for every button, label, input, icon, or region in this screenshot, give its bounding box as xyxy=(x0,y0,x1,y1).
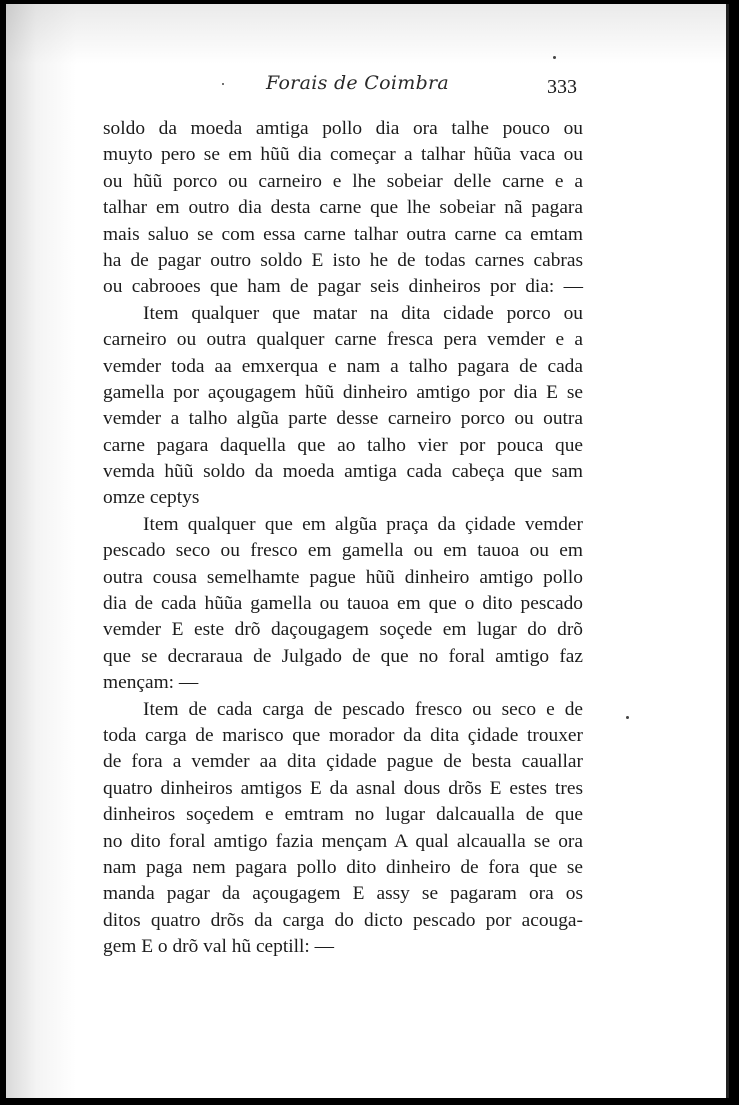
text-line: dinheiros soçedem e emtram no lugar dalcaualla de que xyxy=(103,804,583,826)
text-line: que se decraraua de Julgado de que no foral amtigo faz xyxy=(103,645,583,667)
paragraph-4 xyxy=(103,697,583,961)
text-line: Item qualquer que em algũa praça da çidade vemder xyxy=(143,513,583,535)
text-line: muyto pero se em hũũ dia começar a talhar hũũa vaca ou xyxy=(103,144,583,166)
print-speck xyxy=(222,83,224,85)
text-line: de fora a vemder aa dita çidade pague de besta cauallar xyxy=(103,751,583,773)
text-line: talhar em outro dia desta carne que lhe sobeiar nã pagara xyxy=(103,197,583,219)
text-line: vemder a talho algũa parte desse carneiro porco ou outra xyxy=(103,408,583,430)
text-line: mais saluo se com essa carne talhar outra carne ca emtam xyxy=(103,223,583,245)
text-line: nam paga nem pagara pollo dito dinheiro de fora que se xyxy=(103,856,583,878)
text-line: vemder toda aa emxerqua e nam a talho pagara de cada xyxy=(103,355,583,377)
book-page xyxy=(6,4,729,1098)
paragraph-3 xyxy=(103,512,583,697)
text-line: ha de pagar outro soldo E isto he de todas carnes cabras xyxy=(103,249,583,271)
text-line: soldo da moeda amtiga pollo dia ora talhe pouco ou xyxy=(103,118,583,139)
text-line: quatro dinheiros amtigos E da asnal dous drõs E estes tres xyxy=(103,777,583,799)
print-speck xyxy=(553,56,556,59)
running-title: Forais de Coimbra xyxy=(266,72,450,94)
page-header xyxy=(6,72,729,102)
text-line: pescado seco ou fresco em gamella ou em tauoa ou em xyxy=(103,540,583,562)
text-line: toda carga de marisco que morador da dita çidade trouxer xyxy=(103,724,583,746)
text-line: outra cousa semelhamte pague hũũ dinheiro amtigo pollo xyxy=(103,566,583,588)
text-line: Item de cada carga de pescado fresco ou seco e de xyxy=(143,698,583,720)
text-line: omze ceptys xyxy=(103,487,200,509)
text-line: Item qualquer que matar na dita cidade porco ou xyxy=(143,302,583,324)
page-number: 333 xyxy=(547,76,577,98)
print-speck xyxy=(626,716,629,719)
text-line: vemder E este drõ daçougagem soçede em lugar do drõ xyxy=(103,619,583,641)
page-edge xyxy=(726,4,729,1098)
text-line: manda pagar da açougagem E assy se pagaram ora os xyxy=(103,883,583,905)
body-text xyxy=(103,116,583,961)
text-line: mençam: — xyxy=(103,672,199,694)
text-line: vemda hũũ soldo da moeda amtiga cada cabeça que sam xyxy=(103,461,583,483)
text-line: carneiro ou outra qualquer carne fresca pera vemder e a xyxy=(103,329,583,351)
text-line: gamella por açougagem hũũ dinheiro amtigo por dia E se xyxy=(103,381,583,403)
paragraph-1 xyxy=(103,116,583,301)
text-line: ou cabrooes que ham de pagar seis dinheiros por dia: — xyxy=(103,276,583,298)
text-line: ou hũũ porco ou carneiro e lhe sobeiar delle carne e a xyxy=(103,170,583,192)
paragraph-2 xyxy=(103,301,583,512)
text-line: ditos quatro drõs da carga do dicto pescado por acouga- xyxy=(103,909,583,931)
text-line: no dito foral amtigo fazia mençam A qual alcaualla se ora xyxy=(103,830,583,852)
text-line: gem E o drõ val hũ ceptill: — xyxy=(103,936,335,958)
text-line: dia de cada hũũa gamella ou tauoa em que o dito pescado xyxy=(103,593,583,615)
text-line: carne pagara daquella que ao talho vier por pouca que xyxy=(103,434,583,456)
